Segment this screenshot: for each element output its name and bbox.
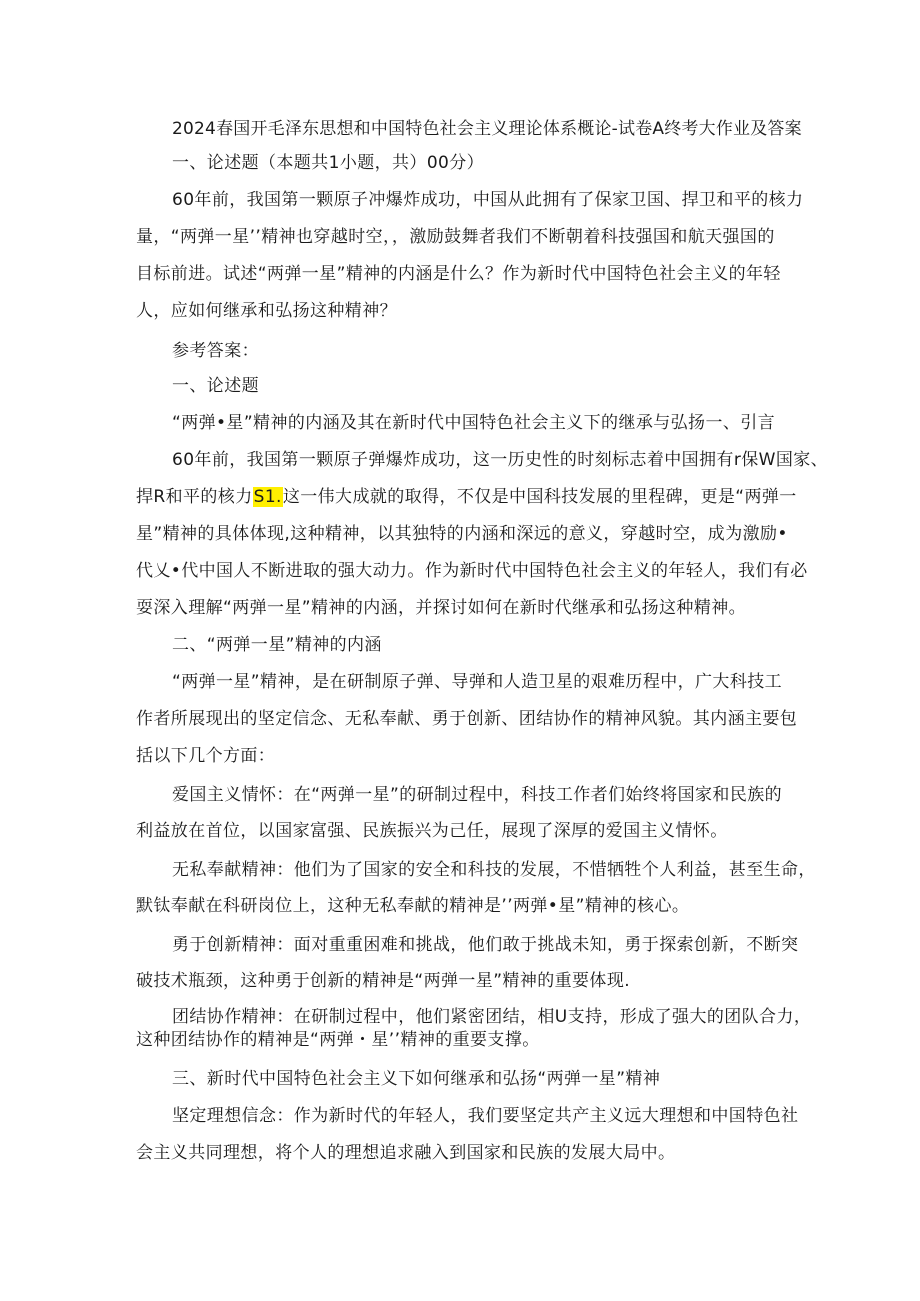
section3-heading: 三、新时代中国特色社会主义下如何继承和弘扬“两弹一星”精神: [172, 1069, 661, 1089]
section2-heading: 二、“两弹一星”精神的内涵: [172, 635, 382, 655]
intro-text: 这一伟大成就的取得，不仅是中国科技发展的里程碑，更是“两弹一: [282, 487, 797, 507]
paragraph-line: 括以下几个方面：: [136, 746, 276, 766]
intro-line: 代乂•代中国人不断进取的强大动力。作为新时代中国特色社会主义的年轻人，我们有必: [136, 561, 808, 581]
paragraph-line: “两弹一星”精神，是在研制原子弹、导弹和人造卫星的艰难历程中，广大科技工: [172, 672, 783, 692]
question-line: 目标前进。试述“两弹一星”精神的内涵是什么？作为新时代中国特色社会主义的年轻: [136, 264, 781, 284]
answer-label: 参考答案：: [172, 341, 259, 361]
paragraph-line: 爱国主义情怀：在“两弹一星”的研制过程中，科技工作者们始终将国家和民族的: [172, 785, 783, 805]
paragraph-line: 团结协作精神：在研制过程中，他们紧密团结，相U支持，形成了强大的团队合力，: [172, 1007, 812, 1027]
paragraph-line: 坚定理想信念：作为新时代的年轻人，我们要坚定共产主义远大理想和中国特色社: [172, 1106, 799, 1126]
paragraph-line: 作者所展现出的坚定信念、无私奉献、勇于创新、团结协作的精神风貌。其内涵主要包: [136, 709, 798, 729]
section-header: 一、论述题（本题共1小题，共）00分）: [172, 153, 485, 173]
intro-line: 60年前，我国第一颗原子弹爆炸成功，这一历史性的时刻标志着中国拥有r保W国家、: [172, 450, 829, 470]
document-title: 2024春国开毛泽东思想和中国特色社会主义理论体系概论-试卷A终考大作业及答案: [172, 119, 802, 139]
question-line: 60年前，我国第一颗原子冲爆炸成功，中国从此拥有了保家卫国、捍卫和平的核力: [172, 190, 804, 210]
intro-line-highlight-row: [136, 486, 797, 508]
question-line: 人，应如何继承和弘扬这种精神？: [136, 301, 397, 321]
paragraph-line: 会主义共同理想，将个人的理想追求融入到国家和民族的发展大局中。: [136, 1143, 676, 1163]
paragraph-line: 破技术瓶颈，这种勇于创新的精神是“两弹一星”精神的重要体现.: [136, 971, 631, 991]
highlighted-text: S1.: [253, 487, 282, 507]
question-line: 量，“两弹一星’’精神也穿越时空，，激励鼓舞者我们不断朝着科技强国和航天强国的: [136, 227, 775, 247]
essay-title: “两弹•星”精神的内涵及其在新时代中国特色社会主义下的继承与弘扬一、引言: [172, 413, 776, 433]
paragraph-line: 勇于创新精神：面对重重困难和挑战，他们敢于挑战未知，勇于探索创新，不断突: [172, 935, 799, 955]
intro-text: 捍R和平的核力: [136, 487, 253, 507]
paragraph-line: 无私奉献精神：他们为了国家的安全和科技的发展，不惜牺牲个人利益，甚至生命，: [172, 860, 816, 880]
paragraph-line: 默钛奉献在科研岗位上，这种无私奉献的精神是’’两弹•星”精神的核心。: [136, 896, 690, 916]
intro-line: 耍深入理解“两弹一星”精神的内涵，并探讨如何在新时代继承和弘扬这种精神。: [136, 598, 747, 618]
intro-line: 星”精神的具体体现,这种精神，以其独特的内涵和深远的意义，穿越时空，成为激励•: [136, 524, 788, 544]
answer-section-heading: 一、论述题: [172, 376, 259, 396]
paragraph-line: 这种团结协作的精神是“两弹・星’’精神的重要支撑。: [136, 1030, 540, 1050]
paragraph-line: 利益放在首位，以国家富强、民族振兴为己任，展现了深厚的爱国主义情怀。: [136, 821, 728, 841]
